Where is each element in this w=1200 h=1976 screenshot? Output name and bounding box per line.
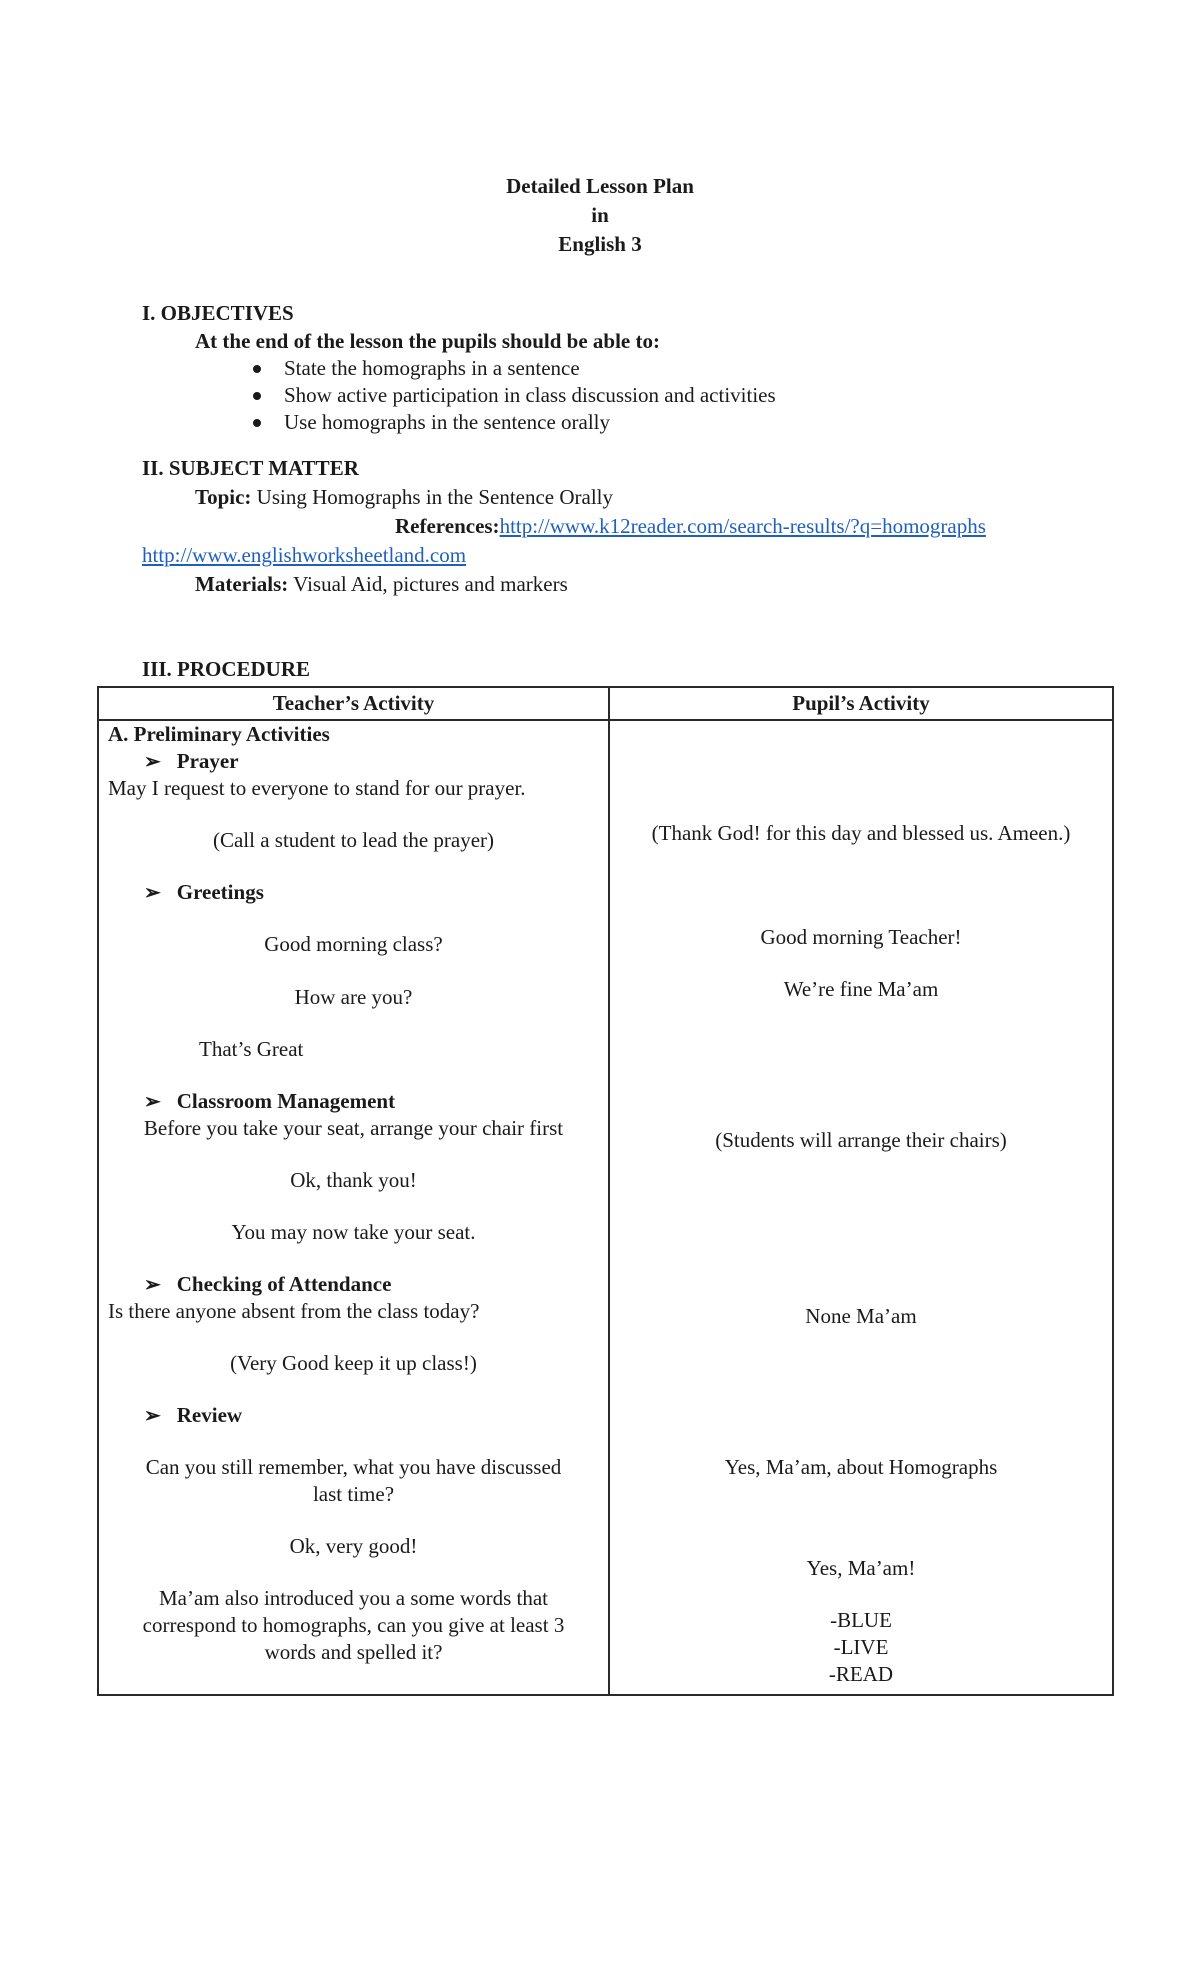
classroom-management-teacher-line-3: You may now take your seat. <box>231 1220 476 1244</box>
attendance-heading: ➢ Checking of Attendance <box>144 1272 392 1296</box>
prayer-heading: ➢ Prayer <box>144 749 239 773</box>
page-title <box>0 172 1200 259</box>
greetings-teacher-line-1: Good morning class? <box>264 932 443 956</box>
review-teacher-line-3b: correspond to homographs, can you give at least 3 <box>142 1613 565 1637</box>
bullet-icon <box>253 392 261 400</box>
arrow-bullet-icon: ➢ <box>144 882 161 904</box>
review-heading: ➢ Review <box>144 1403 243 1427</box>
classroom-management-teacher-line-2: Ok, thank you! <box>290 1168 417 1192</box>
title-line-3: English 3 <box>558 232 642 256</box>
prayer-pupil-response: (Thank God! for this day and blessed us. Ameen.) <box>651 821 1071 845</box>
review-pupil-line-1: Yes, Ma’am, about Homographs <box>724 1455 998 1479</box>
objectives-list <box>284 355 776 436</box>
arrow-bullet-icon: ➢ <box>144 1405 161 1427</box>
teacher-activity-header: Teacher’s Activity <box>272 691 435 715</box>
procedure-heading: III. PROCEDURE <box>142 657 311 681</box>
review-teacher-line-1a: Can you still remember, what you have discussed <box>145 1455 562 1479</box>
bullet-icon <box>253 365 261 373</box>
objective-item: Use homographs in the sentence orally <box>284 409 776 436</box>
materials-value: Visual Aid, pictures and markers <box>288 572 568 596</box>
objective-item: Show active participation in class discussion and activities <box>284 382 776 409</box>
topic-value: Using Homographs in the Sentence Orally <box>251 485 614 509</box>
section-a-heading: A. Preliminary Activities <box>108 722 330 746</box>
classroom-management-heading: ➢ Classroom Management <box>144 1089 396 1113</box>
bullet-icon <box>253 419 261 427</box>
objectives-heading: I. OBJECTIVES <box>142 301 294 325</box>
greetings-teacher-line-3: That’s Great <box>199 1037 304 1061</box>
review-teacher-line-3a: Ma’am also introduced you a some words that <box>159 1586 548 1610</box>
references-label: References: <box>395 514 500 538</box>
references-line-2 <box>142 542 466 569</box>
topic-label: Topic: <box>195 485 252 509</box>
review-teacher-line-3c: words and spelled it? <box>264 1640 443 1664</box>
title-line-1: Detailed Lesson Plan <box>506 174 694 198</box>
arrow-bullet-icon: ➢ <box>144 1274 161 1296</box>
review-pupil-line-2: Yes, Ma’am! <box>806 1556 916 1580</box>
subject-matter-heading: II. SUBJECT MATTER <box>142 456 359 480</box>
title-line-2: in <box>591 203 609 227</box>
attendance-pupil-response: None Ma’am <box>805 1304 917 1328</box>
review-teacher-line-2: Ok, very good! <box>289 1534 418 1558</box>
review-pupil-word-3: -READ <box>828 1662 894 1686</box>
materials-line <box>195 571 568 598</box>
greetings-teacher-line-2: How are you? <box>294 985 413 1009</box>
classroom-management-pupil-response: (Students will arrange their chairs) <box>715 1128 1007 1152</box>
reference-link-englishworksheetland[interactable]: http://www.englishworksheetland.com <box>142 543 467 567</box>
objectives-intro: At the end of the lesson the pupils should be able to: <box>195 329 660 353</box>
attendance-teacher-line-2: (Very Good keep it up class!) <box>230 1351 477 1375</box>
arrow-bullet-icon: ➢ <box>144 1091 161 1113</box>
greetings-pupil-line-1: Good morning Teacher! <box>760 925 962 949</box>
materials-label: Materials: <box>195 572 289 596</box>
references-line <box>395 513 986 540</box>
review-pupil-word-1: -BLUE <box>830 1608 892 1632</box>
review-teacher-line-1b: last time? <box>312 1482 395 1506</box>
greetings-heading: ➢ Greetings <box>144 880 264 904</box>
review-pupil-word-2: -LIVE <box>833 1635 889 1659</box>
prayer-teacher-line-2: (Call a student to lead the prayer) <box>212 828 495 852</box>
prayer-teacher-line-1: May I request to everyone to stand for our prayer. <box>108 776 526 800</box>
arrow-bullet-icon: ➢ <box>144 751 161 773</box>
topic-line <box>195 484 613 511</box>
classroom-management-teacher-line-1: Before you take your seat, arrange your chair first <box>143 1116 564 1140</box>
pupil-activity-header: Pupil’s Activity <box>792 691 930 715</box>
objective-item: State the homographs in a sentence <box>284 355 776 382</box>
reference-link-k12reader[interactable]: http://www.k12reader.com/search-results/?q=homographs <box>499 514 986 538</box>
procedure-table <box>97 686 1114 1696</box>
attendance-teacher-line-1: Is there anyone absent from the class today? <box>108 1299 480 1323</box>
greetings-pupil-line-2: We’re fine Ma’am <box>783 977 939 1001</box>
